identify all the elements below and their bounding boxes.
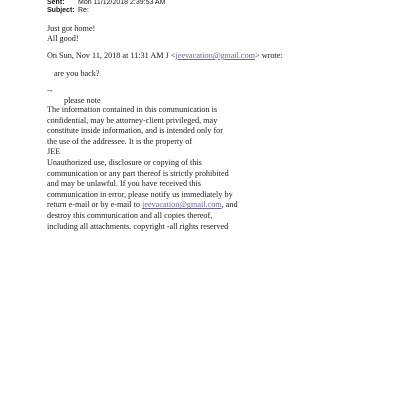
quote-intro-suffix: > wrote:: [255, 51, 283, 60]
disclaimer-line: the use of the addressee. It is the property of: [47, 136, 193, 146]
notify-email-link[interactable]: jeevacation@gmail.com: [142, 200, 222, 210]
disclaimer-line: including all attachments. copyright -all rights reserved: [47, 221, 229, 231]
subject-row: [47, 7, 89, 15]
notify-text: return e-mail or by e-mail to: [47, 200, 143, 210]
disclaimer-line: communication or any part thereof is strictly prohibited: [47, 168, 229, 178]
disclaimer-line: JEE: [47, 147, 61, 157]
sent-row: [47, 0, 165, 7]
disclaimer-line: communication in error, please notify us immediately by: [47, 189, 233, 199]
notify-suffix: , and: [221, 200, 238, 210]
disclaimer-block: [47, 105, 238, 232]
disclaimer-line: and may be unlawful. If you have received this: [47, 179, 201, 189]
sent-label: Sent:: [47, 0, 65, 6]
disclaimer-line: constitute inside information, and is intended only for: [47, 126, 223, 136]
quote-intro: [47, 51, 283, 62]
disclaimer-line: confidential, may be attorney-client privileged, may: [47, 115, 218, 125]
signature-separator: --: [47, 86, 53, 95]
subject-value: Re:: [78, 7, 89, 14]
notify-line: [47, 200, 238, 211]
subject-label: Subject:: [47, 7, 75, 14]
quote-intro-text: On Sun, Nov 11, 2018 at 11:31 AM J <: [47, 51, 176, 60]
body-line-2: All good!: [47, 34, 79, 43]
quote-intro-email-link[interactable]: jeevacation@gmail.com: [175, 51, 256, 60]
disclaimer-line: Unauthorized use, disclosure or copying of this: [47, 157, 202, 167]
sent-value: Mon 11/12/2018 2:39:53 AM: [78, 0, 166, 6]
quoted-message: are you back?: [54, 69, 100, 78]
disclaimer-line: destroy this communication and all copies thereof,: [47, 210, 213, 220]
disclaimer-line: The information contained in this communication is: [47, 105, 218, 114]
body-line-1: Just got home!: [47, 24, 96, 33]
please-note: please note: [64, 96, 101, 105]
